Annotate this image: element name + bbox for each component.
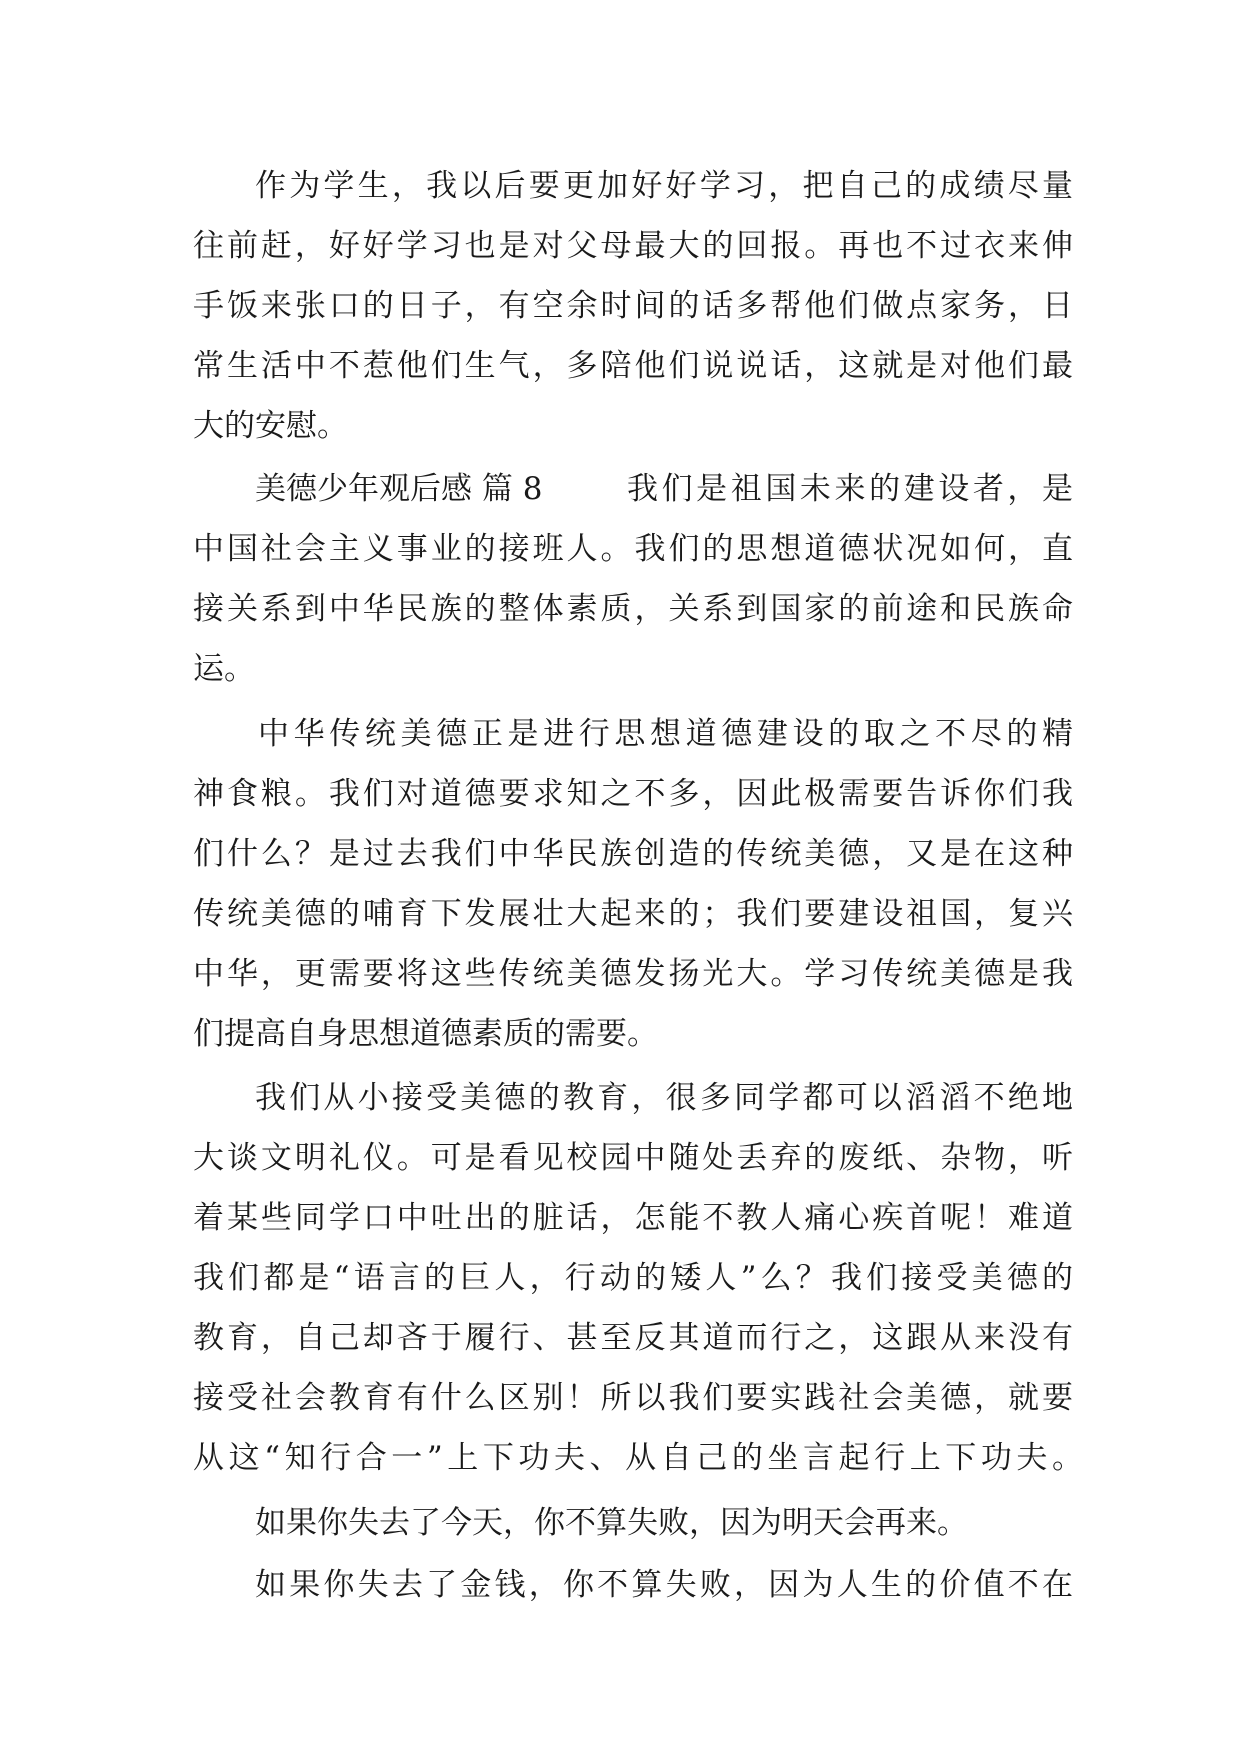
paragraph-3-line-7: 从这“知行合一”上下功夫、从自己的坐言起行上下功夫。 bbox=[193, 1440, 1083, 1476]
paragraph-3-line-3: 着某些同学口中吐出的脏话，怎能不教人痛心疾首呢！难道 bbox=[193, 1200, 1073, 1236]
section-8-first-line-text: 我们是祖国未来的建设者，是 bbox=[627, 471, 1073, 507]
paragraph-2-line-6: 们提高自身思想道德素质的需要。 bbox=[193, 1016, 658, 1052]
section-8-line-4: 运。 bbox=[193, 651, 255, 687]
paragraph-2-line-5: 中华，更需要将这些传统美德发扬光大。学习传统美德是我 bbox=[193, 956, 1073, 992]
paragraph-1-line-4: 常生活中不惹他们生气，多陪他们说说话，这就是对他们最 bbox=[193, 348, 1073, 384]
paragraph-3-line-4: 我们都是“语言的巨人，行动的矮人”么？我们接受美德的 bbox=[193, 1260, 1073, 1296]
section-8-line-3: 接关系到中华民族的整体素质，关系到国家的前途和民族命 bbox=[193, 591, 1073, 627]
paragraph-2-line-3: 们什么？是过去我们中华民族创造的传统美德，又是在这种 bbox=[193, 836, 1073, 872]
paragraph-3-line-6: 接受社会教育有什么区别！所以我们要实践社会美德，就要 bbox=[193, 1380, 1073, 1416]
paragraph-1-line-1: 作为学生，我以后要更加好好学习，把自己的成绩尽量 bbox=[255, 168, 1073, 204]
paragraph-2-line-1: 中华传统美德正是进行思想道德建设的取之不尽的精 bbox=[258, 716, 1073, 752]
paragraph-1-line-3: 手饭来张口的日子，有空余时间的话多帮他们做点家务，日 bbox=[193, 288, 1073, 324]
paragraph-3-line-1: 我们从小接受美德的教育，很多同学都可以滔滔不绝地 bbox=[255, 1080, 1073, 1116]
paragraph-4-line-1: 如果你失去了今天，你不算失败，因为明天会再来。 bbox=[255, 1505, 968, 1541]
paragraph-2-line-2: 神食粮。我们对道德要求知之不多，因此极需要告诉你们我 bbox=[193, 776, 1073, 812]
paragraph-2-line-4: 传统美德的哺育下发展壮大起来的；我们要建设祖国，复兴 bbox=[193, 896, 1073, 932]
paragraph-3-line-2: 大谈文明礼仪。可是看见校园中随处丢弃的废纸、杂物，听 bbox=[193, 1140, 1073, 1176]
section-8-line-2: 中国社会主义事业的接班人。我们的思想道德状况如何，直 bbox=[193, 531, 1073, 567]
paragraph-1-line-2: 往前赶，好好学习也是对父母最大的回报。再也不过衣来伸 bbox=[193, 228, 1073, 264]
paragraph-3-line-5: 教育，自己却吝于履行、甚至反其道而行之，这跟从来没有 bbox=[193, 1320, 1073, 1356]
section-8-first-line bbox=[255, 459, 1073, 519]
paragraph-1-line-5: 大的安慰。 bbox=[193, 408, 348, 444]
section-heading: 美德少年观后感 篇 8 bbox=[255, 471, 543, 507]
paragraph-5-line-1: 如果你失去了金钱，你不算失败，因为人生的价值不在 bbox=[255, 1567, 1073, 1603]
